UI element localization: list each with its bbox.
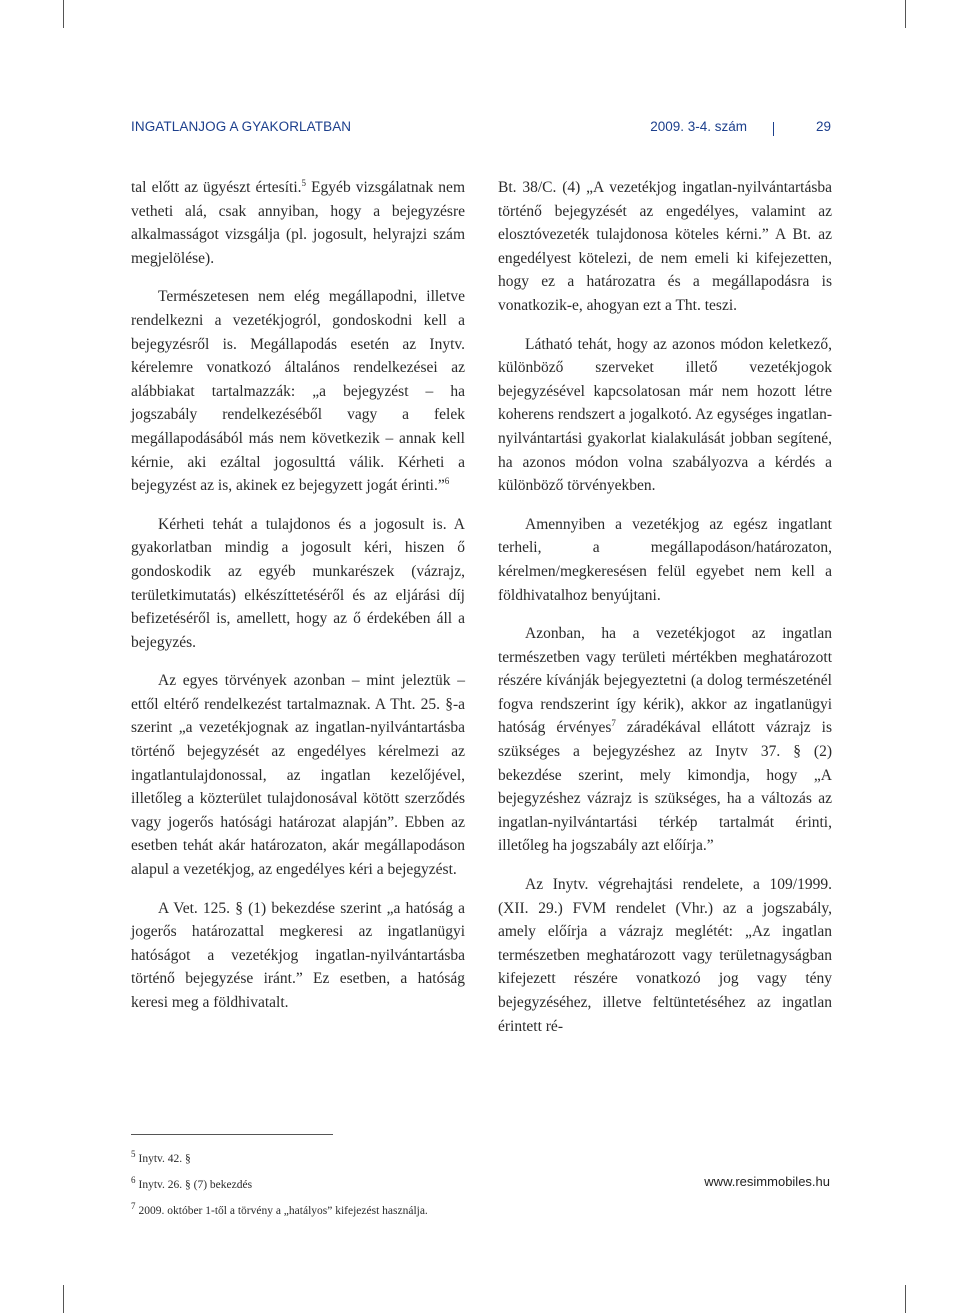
paragraph: Az egyes törvények azonban – mint jeleztük – ettől eltérő rendelkezést tartalmaznak. A Tht. 25. §-a szerint „a vezetékjognak az ingatlan-nyilvántartásba történő bejegyzését az engedélyes kérelmezi az ingatlantulajdonossal, az ingatlan kezelőjével, illetőleg a közterület tulajdonosával kötött szerződés vagy jogerős hatósági határozat alapján”. Ebben az esetben tehát akár határozaton, akár megállapodáson alapul a vezetékjog, az engedélyes kéri a bejegyzést. bbox=[131, 672, 465, 879]
footnote bbox=[131, 1196, 551, 1222]
crop-mark bbox=[905, 0, 906, 28]
footnote-ref[interactable]: 6 bbox=[444, 475, 450, 486]
footnote-number: 5 bbox=[131, 1149, 136, 1159]
footnote-text: Inytv. 26. § (7) bekezdés bbox=[138, 1178, 253, 1191]
left-column bbox=[131, 176, 465, 1030]
footnote-ref[interactable]: 5 bbox=[301, 177, 307, 188]
journal-title: INGATLANJOG A GYAKORLATBAN bbox=[131, 119, 352, 134]
paragraph-text: záradékával ellátott vázrajz is szükséges a bejegyzéshez az Inytv 37. § (2) bekezdése szerint, mely kimondja, hogy „A bejegyzéshez vázrajz is szükséges, ha a változás az ingatlan-nyilvántartási térkép tartalmát érinti, illetőleg ha jogszabály azt előírja.” bbox=[498, 719, 832, 855]
right-column bbox=[498, 176, 832, 1053]
paragraph: Látható tehát, hogy az azonos módon keletkező, különböző szerveket illető vezetékjogok bejegyzésével kapcsolatosan már nem hozott létre koherens rendszert a jogalkotó. Az egységes ingatlan-nyilvántartási gyakorlat kialakulását jobban segítené, ha azonos módon volna szabályozva a kérdés a különböző törvényekben. bbox=[498, 335, 832, 495]
paragraph-text: Azonban, ha a vezetékjogot az ingatlan természetben vagy területi mértékben meghatározott részére kívánják bejegyeztetni (a dolog természeténél fogva rendszerint így kérik), akkor az ingatlanügyi hatóság érvényes bbox=[498, 625, 832, 737]
paragraph: Az Inytv. végrehajtási rendelete, a 109/1999. (XII. 29.) FVM rendelet (Vhr.) az a jogszabály, amely előírja a vázrajz meglétét: „Az ingatlan természetben meghatározott vagy területnagyságban kifejezett részére vonatkozó jog vagy tény bejegyzéséhez, illetve feltüntetéséhez az ingatlan érintett ré- bbox=[498, 876, 832, 1035]
paragraph: Kérheti tehát a tulajdonos és a jogosult is. A gyakorlatban mindig a jogosult kéri, hiszen ő gondoskodik az egyéb munkarészek (vázrajz, területkimutatás) elkészíttetéséről és az eljárási díj befizetéséről is, amellett, hogy az ő érdekében áll a bejegyzés. bbox=[131, 515, 465, 651]
website-link[interactable]: www.resimmobiles.hu bbox=[704, 1174, 830, 1189]
issue-label: 2009. 3-4. szám bbox=[650, 119, 747, 134]
page-number: 29 bbox=[815, 119, 831, 134]
crop-mark bbox=[63, 1285, 64, 1313]
paragraph-text: Egyéb vizsgálatnak nem vetheti alá, csak annyiban, hogy a bejegyzésre alkalmasságot vizsgálja (pl. jogosult, helyrajzi szám megjelölése). bbox=[131, 179, 465, 267]
footnotes bbox=[131, 1144, 551, 1221]
paragraph-text: tal előtt az ügyészt értesíti. bbox=[131, 179, 302, 196]
paragraph bbox=[131, 285, 465, 497]
footnote-text: Inytv. 42. § bbox=[138, 1152, 191, 1165]
footnote-rule bbox=[131, 1134, 333, 1135]
footnote-text: 2009. október 1-től a törvény a „hatályos” kifejezést használja. bbox=[138, 1204, 428, 1217]
header-divider bbox=[773, 122, 774, 136]
paragraph: Bt. 38/C. (4) „A vezetékjog ingatlan-nyilvántartásba történő bejegyzését az engedélyes, valamint az elosztóvezeték tulajdonosa köteles kérni.” A Bt. az engedélyest kötelezi, de nem emeli ki kifejezetten, hogy ez a határozatra és a megállapodásra is vonatkozik-e, ahogyan ezt a Tht. teszi. bbox=[498, 179, 832, 314]
footnote-ref[interactable]: 7 bbox=[611, 718, 616, 729]
running-header bbox=[131, 119, 831, 141]
paragraph bbox=[131, 176, 465, 270]
paragraph: A Vet. 125. § (1) bekezdése szerint „a hatóság a jogerős határozattal megkeresi az ingatlanügyi hatóságot a vezetékjog ingatlan-nyilvántartásba történő bejegyzése iránt.” Ez esetben, a hatóság keresi meg a földhivatalt. bbox=[131, 899, 465, 1011]
crop-mark bbox=[905, 1285, 906, 1313]
footnote bbox=[131, 1170, 551, 1196]
paragraph: Amennyiben a vezetékjog az egész ingatlant terheli, a megállapodáson/határozaton, kérelmen/megkeresésen felül egyebet nem kell a földhivatalhoz benyújtani. bbox=[498, 515, 832, 604]
footnote-number: 6 bbox=[131, 1174, 136, 1185]
paragraph-text: Természetesen nem elég megállapodni, illetve rendelkezni a vezetékjogról, gondoskodni kell a bejegyzésről is. Megállapodás esetén az Inytv. kérelemre vonatkozó általános rendelkezései az alábbiakat tartalmazzák: „a bejegyzést – ha jogszabály rendelkezéséből vagy a felek megállapodásából más nem következik – annak kell kérnie, aki ezáltal jogosulttá válik. Kérheti a bejegyzést az is, akinek ez bejegyzett jogát érinti.” bbox=[131, 288, 465, 495]
footnote-number: 7 bbox=[131, 1200, 136, 1211]
paragraph bbox=[498, 622, 832, 858]
footnote bbox=[131, 1144, 551, 1170]
crop-mark bbox=[63, 0, 64, 28]
